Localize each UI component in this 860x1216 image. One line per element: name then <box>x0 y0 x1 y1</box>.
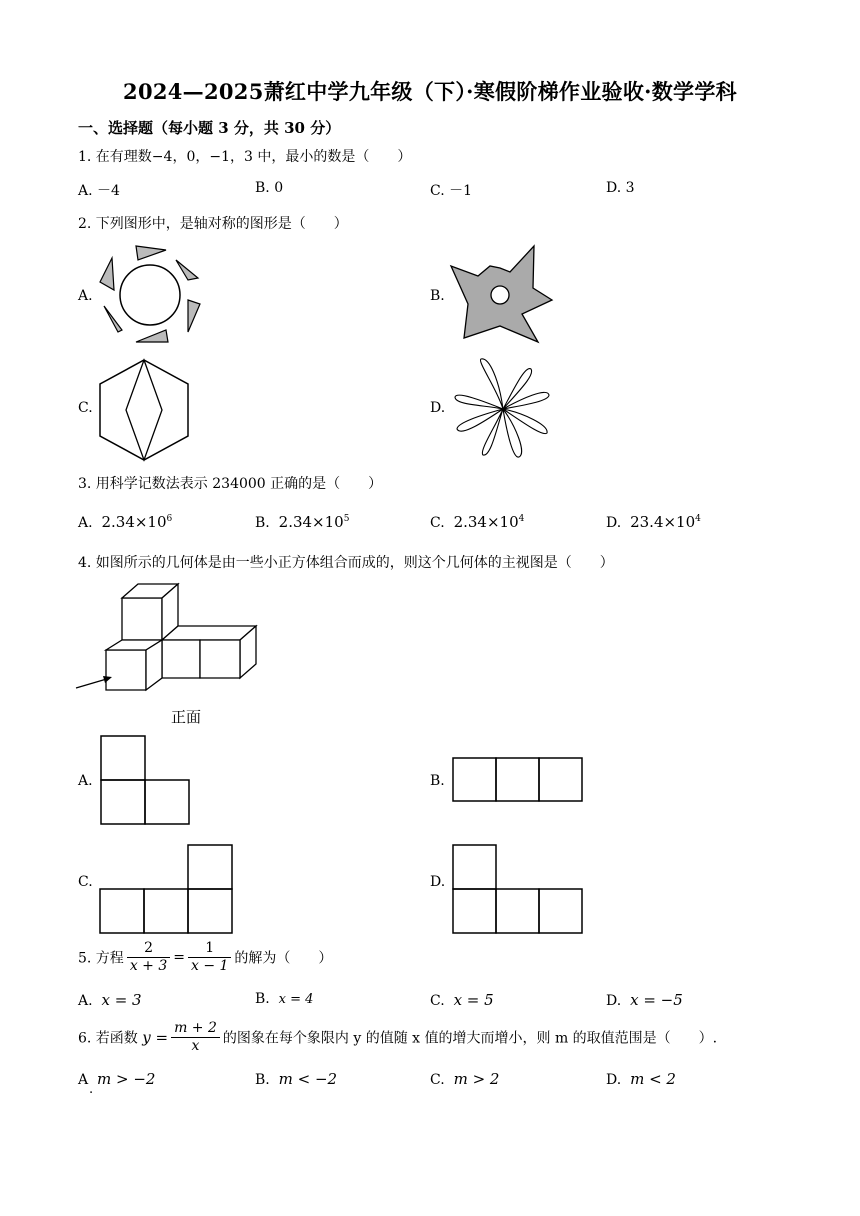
option-label: A <box>78 1072 89 1088</box>
option-value: m < −2 <box>278 1070 338 1088</box>
option-exponent: 6 <box>166 514 173 524</box>
question-1-stem: 1. 在有理数−4，0，−1，3 中，最小的数是（ ） <box>78 149 412 165</box>
question-4-label-c: C. <box>78 874 93 890</box>
question-3-option-c <box>430 513 524 531</box>
option-value: x = 5 <box>453 991 494 1009</box>
fraction-left-denominator: x + 3 <box>129 958 168 974</box>
question-5-stem <box>78 940 332 975</box>
question-4-stem: 4. 如图所示的几何体是由一些小正方体组合而成的，则这个几何体的主视图是（ ） <box>78 555 614 571</box>
fraction-right-denominator: x − 1 <box>190 958 229 974</box>
stray-dot: . <box>89 1082 94 1097</box>
question-5-option-c <box>430 991 494 1009</box>
fraction-left-numerator: 2 <box>127 940 170 958</box>
question-1-option-a: A. －4 <box>78 183 120 199</box>
function-denominator: x <box>191 1038 200 1054</box>
figure-4c-view <box>99 844 233 934</box>
front-view-caption: 正面 <box>171 708 202 726</box>
option-value: m > 2 <box>453 1070 500 1088</box>
question-3-option-a <box>78 513 172 531</box>
question-5-option-a <box>78 991 142 1009</box>
question-6-option-d <box>606 1070 676 1088</box>
figure-4b-view <box>452 757 584 803</box>
fraction-left <box>127 940 170 975</box>
option-value: m > −2 <box>97 1070 156 1088</box>
fraction-right-numerator: 1 <box>188 940 231 958</box>
option-label: C. <box>430 1072 445 1088</box>
option-mantissa: 2.34×10 <box>278 513 344 531</box>
page-title: 2024—2025萧红中学九年级（下）·寒假阶梯作业验收·数学学科 <box>123 79 737 104</box>
question-6-suffix: 的图象在每个象限内 y 的值随 x 值的增大而增小，则 m 的取值范围是（ ）. <box>222 1030 718 1047</box>
question-2-label-a: A. <box>78 288 93 304</box>
figure-4d-view <box>452 844 584 934</box>
question-2-label-d: D. <box>430 400 446 416</box>
question-6-option-c <box>430 1070 499 1088</box>
option-value: x = 3 <box>101 991 142 1009</box>
question-2-label-b: B. <box>430 288 445 304</box>
question-2-label-c: C. <box>78 400 93 416</box>
question-6-prefix: 6. 若函数 <box>78 1030 138 1047</box>
option-label: D. <box>606 993 622 1009</box>
question-5-suffix: 的解为（ ） <box>234 950 333 967</box>
question-3-stem: 3. 用科学记数法表示 234000 正确的是（ ） <box>78 476 383 492</box>
question-4-label-b: B. <box>430 773 445 789</box>
option-label: C. <box>430 993 445 1009</box>
option-label: D. <box>606 1072 622 1088</box>
figure-2c-hexagon-rhombus <box>96 358 192 462</box>
function-fraction <box>171 1020 220 1055</box>
question-3-option-b <box>255 513 349 531</box>
question-6-stem <box>78 1020 717 1055</box>
function-y: y = <box>142 1028 169 1047</box>
option-label: B. <box>255 515 270 531</box>
question-2-stem: 2. 下列图形中，是轴对称的图形是（ ） <box>78 216 348 232</box>
question-5-option-b <box>255 991 313 1007</box>
equals-sign: = <box>173 949 185 966</box>
option-mantissa: 2.34×10 <box>101 513 167 531</box>
question-6-option-b <box>255 1070 337 1088</box>
option-value: x = 4 <box>278 992 314 1007</box>
question-5-option-d <box>606 991 683 1009</box>
option-label: B. <box>255 1072 270 1088</box>
figure-2d-flower <box>448 356 558 462</box>
figure-4-cube-solid <box>76 584 260 694</box>
option-value: x = −5 <box>630 991 683 1009</box>
question-5-prefix: 5. 方程 <box>78 950 124 967</box>
option-exponent: 4 <box>518 514 525 524</box>
option-label: C. <box>430 515 445 531</box>
figure-2b-pinwheel <box>448 244 558 344</box>
function-numerator: m + 2 <box>171 1020 220 1038</box>
section-heading: 一、选择题（每小题 3 分，共 30 分） <box>78 119 341 137</box>
question-1-option-b: B. 0 <box>255 180 284 196</box>
question-1-option-d: D. 3 <box>606 180 635 196</box>
option-label: A. <box>78 515 93 531</box>
question-3-option-d <box>606 513 701 531</box>
fraction-right <box>188 940 231 975</box>
option-label: D. <box>606 515 622 531</box>
option-label: B. <box>255 991 270 1007</box>
figure-2a-circle-triangles <box>96 242 206 348</box>
option-label: A. <box>78 993 93 1009</box>
question-1-option-c: C. －1 <box>430 183 473 199</box>
option-mantissa: 23.4×10 <box>630 513 696 531</box>
option-exponent: 5 <box>343 514 350 524</box>
option-exponent: 4 <box>695 514 701 524</box>
option-value: m < 2 <box>630 1070 676 1088</box>
question-4-label-d: D. <box>430 874 446 890</box>
option-mantissa: 2.34×10 <box>453 513 519 531</box>
question-4-label-a: A. <box>78 773 93 789</box>
figure-4a-view <box>100 735 190 825</box>
